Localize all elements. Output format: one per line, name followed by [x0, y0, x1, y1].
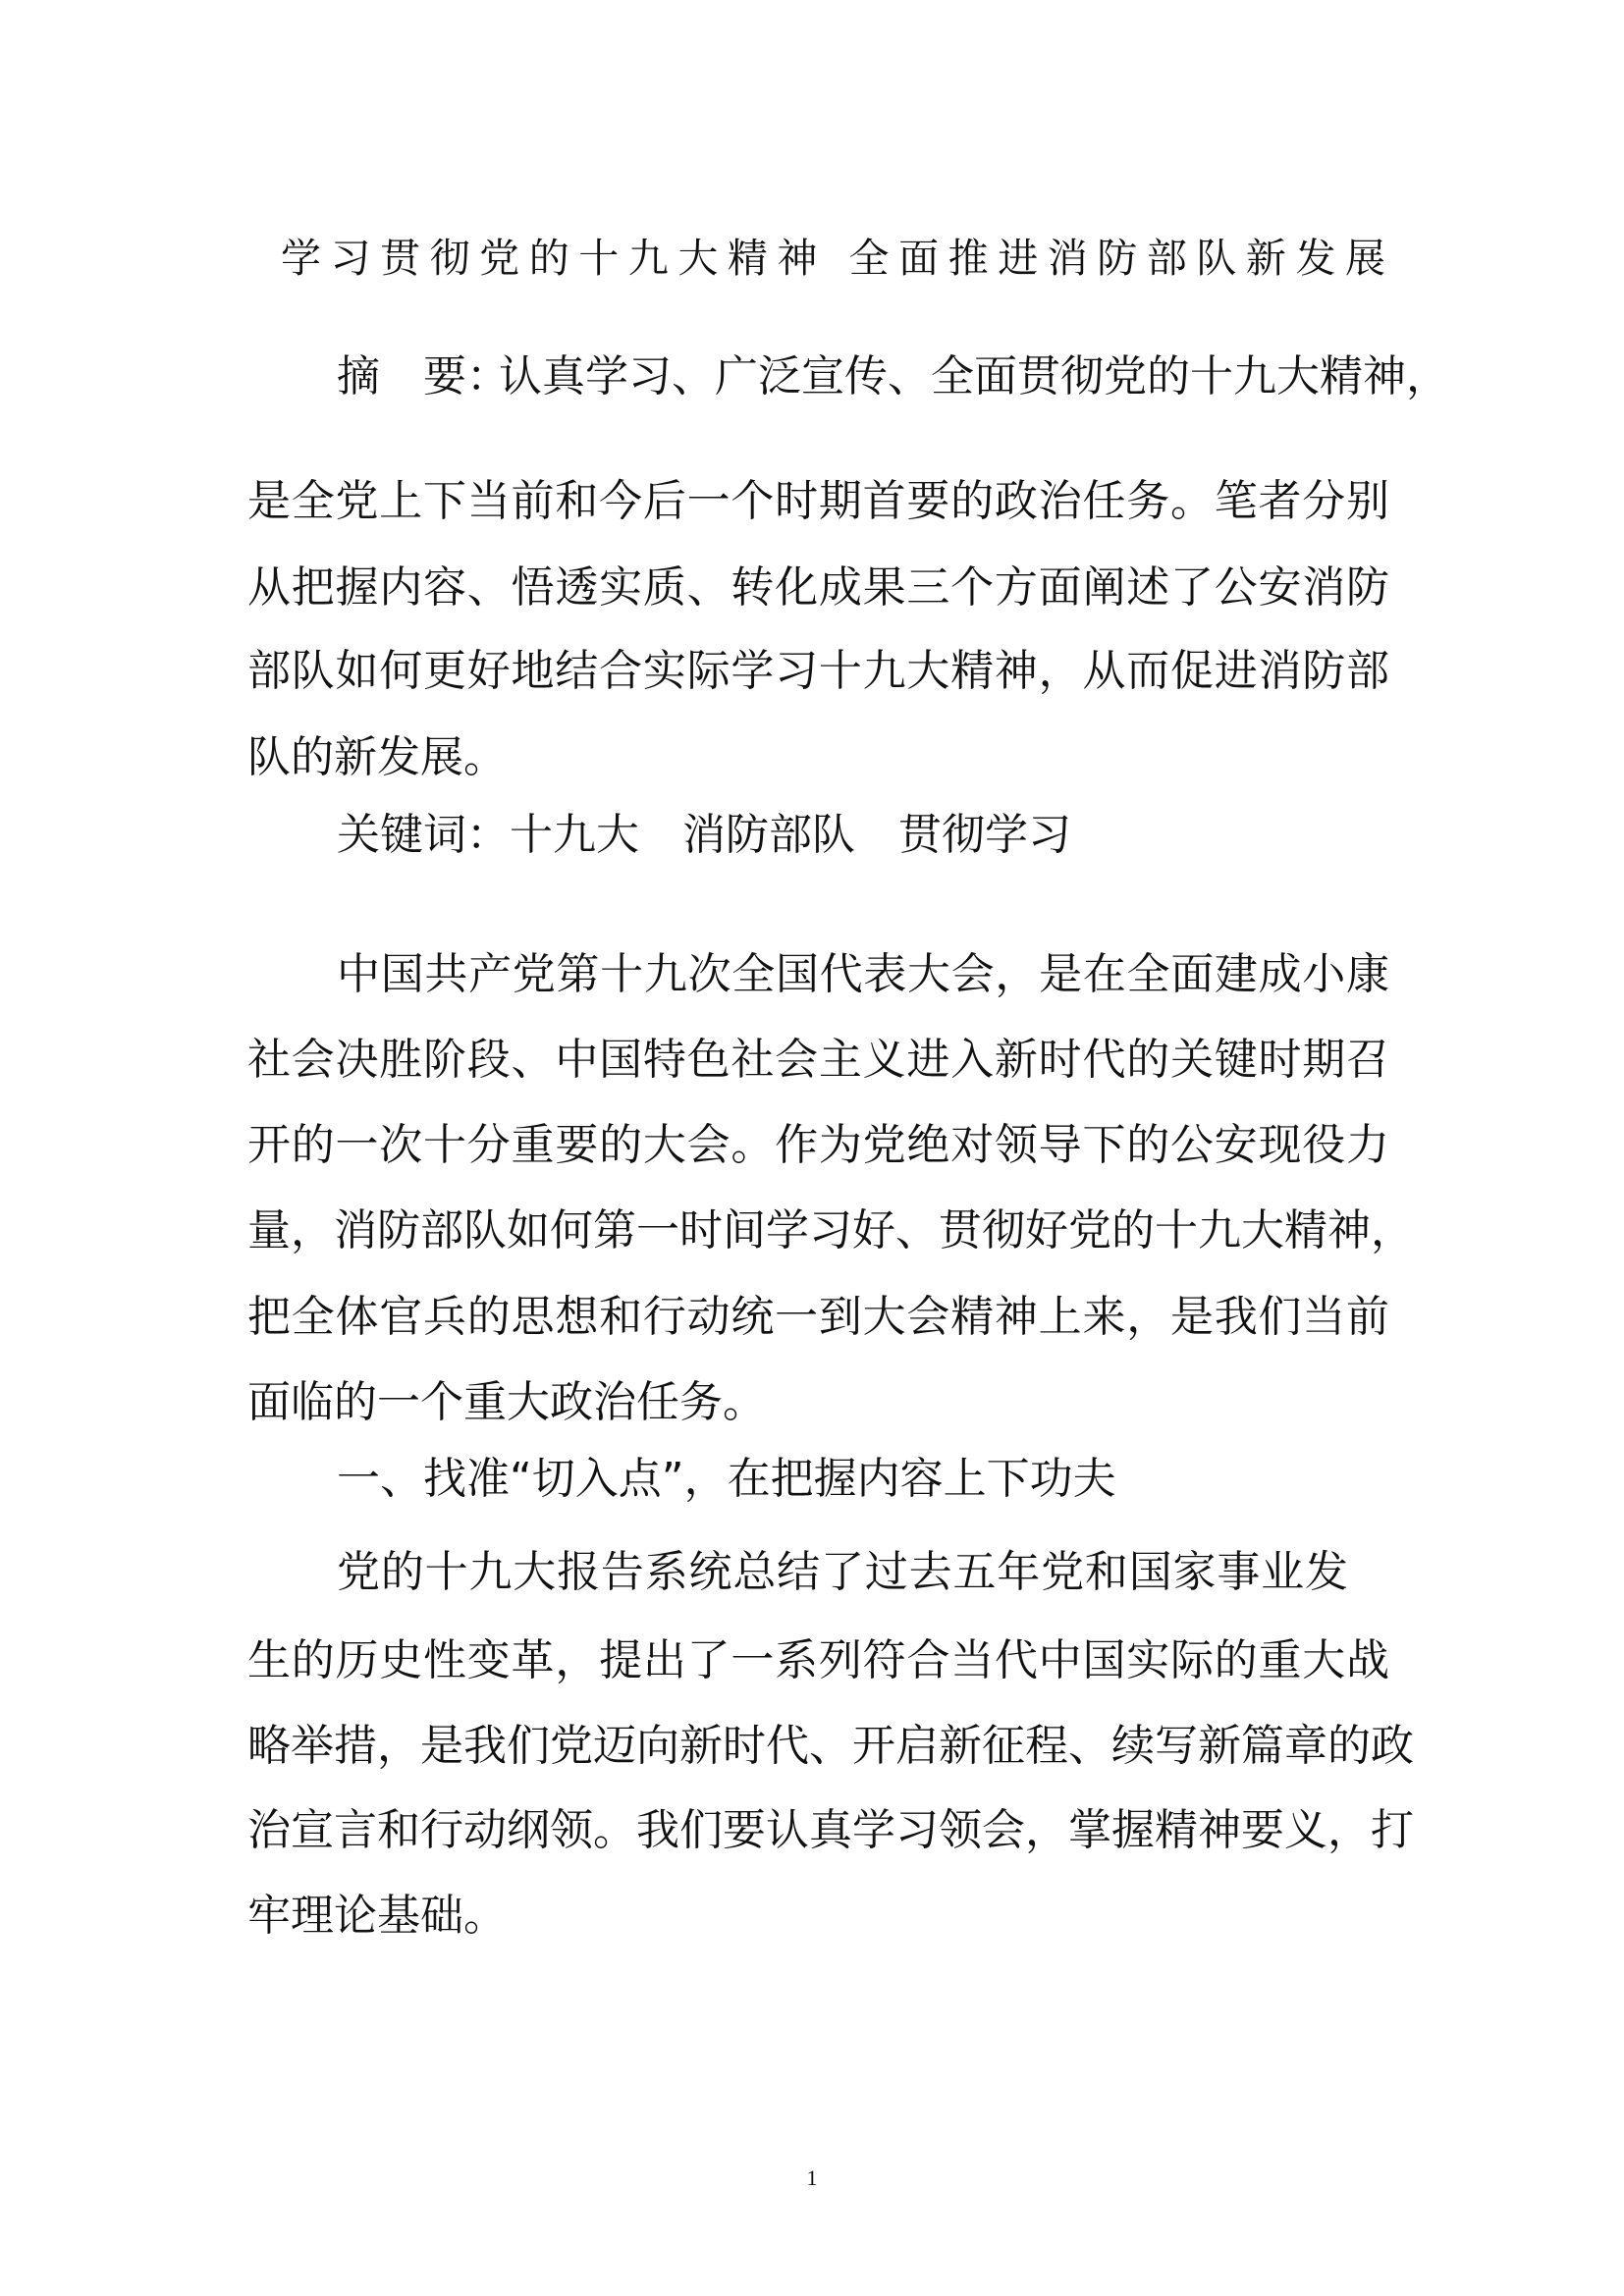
paragraph-line: 量，消防部队如何第一时间学习好、贯彻好党的十九大精神， [247, 1205, 1414, 1255]
paragraph-line: 牢理论基础。 [247, 1891, 507, 1941]
abstract-line: 部队如何更好地结合实际学习十九大精神，从而促进消防部 [247, 646, 1389, 696]
paragraph-line: 社会决胜阶段、中国特色社会主义进入新时代的关键时期召 [247, 1035, 1389, 1085]
paragraph-line: 略举措，是我们党迈向新时代、开启新征程、续写新篇章的政 [247, 1721, 1414, 1771]
abstract-line: 是全党上下当前和今后一个时期首要的政治任务。笔者分别 [247, 476, 1389, 526]
paragraph-line: 面临的一个重大政治任务。 [247, 1377, 766, 1427]
page-number: 1 [806, 2165, 818, 2190]
paragraph-line: 中国共产党第十九次全国代表大会，是在全面建成小康 [337, 949, 1389, 999]
keywords: 关键词：十九大 消防部队 贯彻学习 [337, 810, 1071, 860]
abstract-line: 从把握内容、悟透实质、转化成果三个方面阐述了公安消防 [247, 562, 1389, 613]
paragraph-line: 生的历史性变革，提出了一系列符合当代中国实际的重大战 [247, 1635, 1389, 1685]
paragraph-line: 把全体官兵的思想和行动统一到大会精神上来，是我们当前 [247, 1292, 1389, 1342]
document-title: 学习贯彻党的十九大精神 全面推进消防部队新发展 [281, 235, 1385, 282]
section-heading: 一、找准“切入点”，在把握内容上下功夫 [337, 1454, 1116, 1504]
abstract-label: 摘 要： [337, 351, 510, 401]
paragraph-line: 开的一次十分重要的大会。作为党绝对领导下的公安现役力 [247, 1120, 1389, 1170]
abstract-line: 队的新发展。 [247, 732, 507, 782]
abstract-line: 认真学习、广泛宣传、全面贯彻党的十九大精神， [499, 351, 1449, 401]
paragraph-line: 治宣言和行动纲领。我们要认真学习领会，掌握精神要义，打 [247, 1805, 1414, 1855]
paragraph-line: 党的十九大报告系统总结了过去五年党和国家事业发 [337, 1547, 1348, 1597]
